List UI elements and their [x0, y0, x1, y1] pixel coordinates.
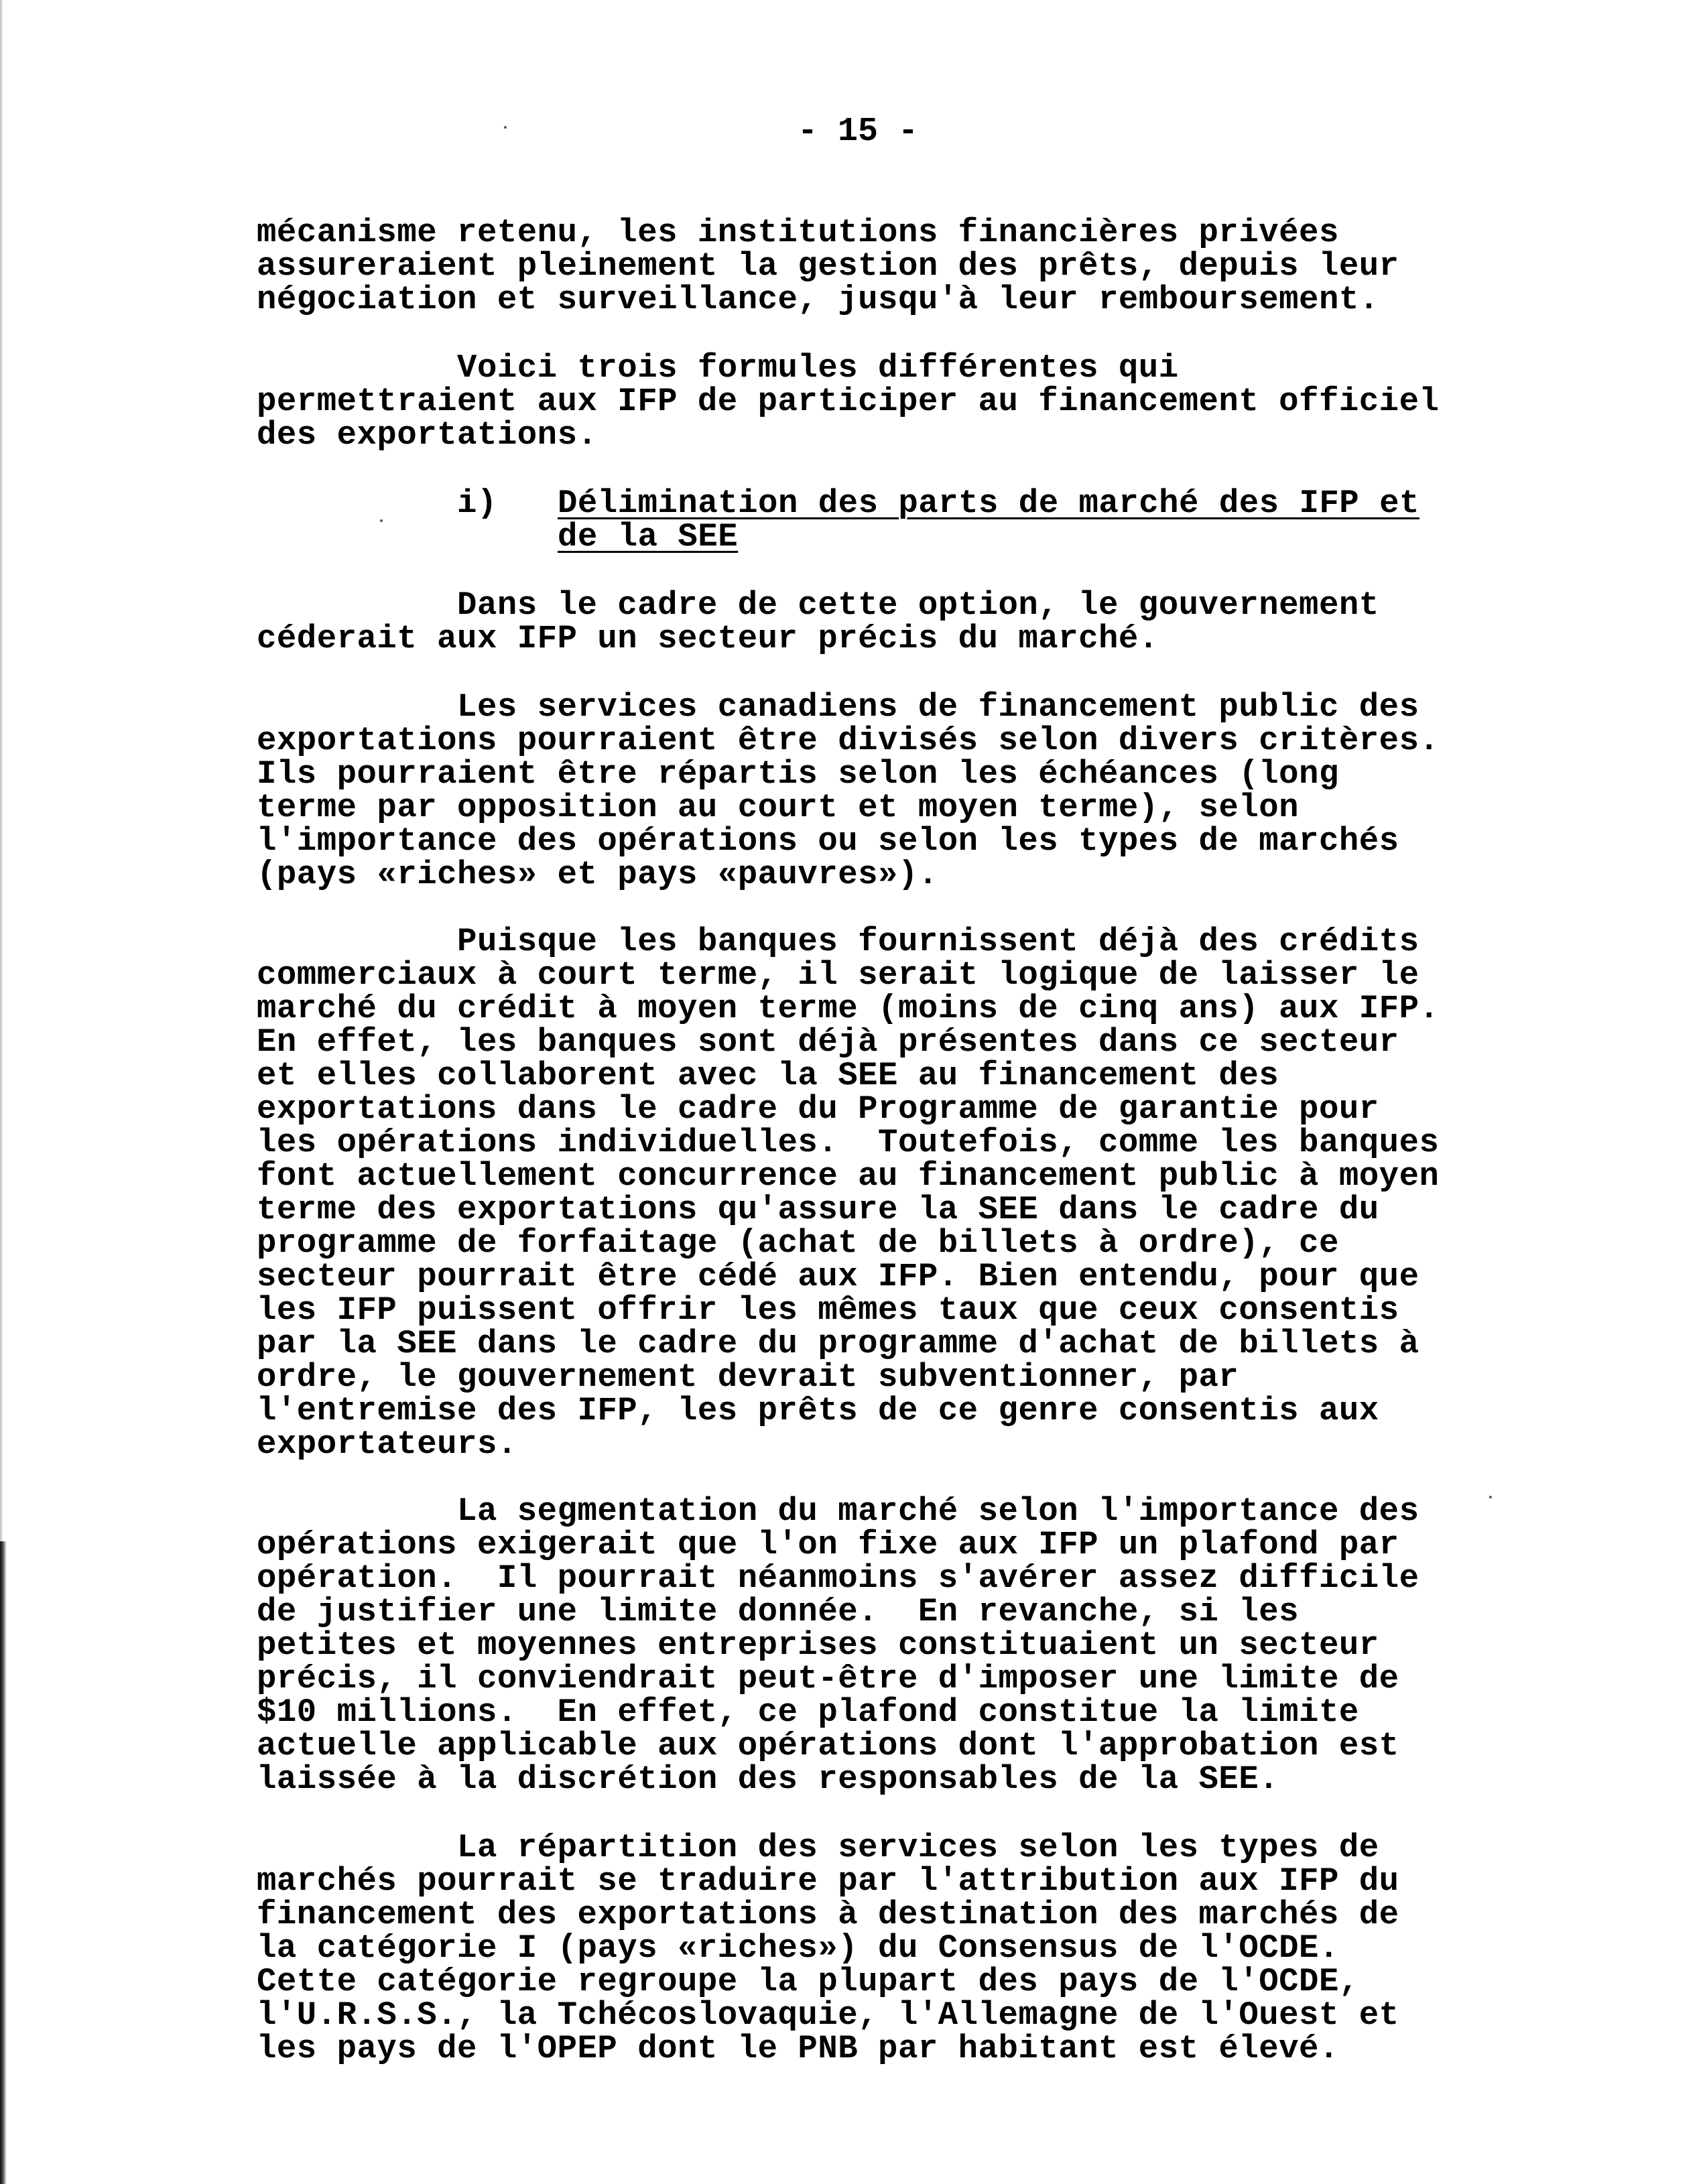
- section-heading-line-1: Délimination des parts de marché des IFP et: [558, 485, 1419, 522]
- paragraph-6-line-11: secteur pourrait être cédé aux IFP. Bien entendu, pour que: [257, 1258, 1419, 1295]
- paragraph-6-line-4: En effet, les banques sont déjà présentes dans ce secteur: [257, 1023, 1399, 1061]
- paragraph-1-line-1: mécanisme retenu, les institutions financières privées: [257, 214, 1339, 251]
- paragraph-7-line-3: opération. Il pourrait néanmoins s'avérer assez difficile: [257, 1559, 1419, 1597]
- paragraph-8-line-1: La répartition des services selon les types de: [257, 1829, 1379, 1866]
- paragraph-8-line-6: l'U.R.S.S., la Tchécoslovaquie, l'Allemagne de l'Ouest et: [257, 1996, 1399, 2034]
- scan-edge-shadow: [0, 0, 3, 1541]
- paragraph-7-line-6: précis, il conviendrait peut-être d'imposer une limite de: [257, 1660, 1399, 1697]
- paragraph-8-line-5: Cette catégorie regroupe la plupart des pays de l'OCDE,: [257, 1963, 1359, 2000]
- paragraph-1-line-3: négociation et surveillance, jusqu'à leur remboursement.: [257, 281, 1379, 318]
- paragraph-6-line-5: et elles collaborent avec la SEE au financement des: [257, 1057, 1279, 1094]
- paragraph-8-line-2: marchés pourrait se traduire par l'attribution aux IFP du: [257, 1862, 1399, 1900]
- scan-speck: [504, 126, 507, 129]
- paragraph-7-line-2: opérations exigerait que l'on fixe aux IFP un plafond par: [257, 1526, 1399, 1563]
- paragraph-5-line-4: terme par opposition au court et moyen terme), selon: [257, 789, 1300, 826]
- paragraph-7-line-5: petites et moyennes entreprises constituaient un secteur: [257, 1626, 1379, 1664]
- section-heading-line-2: de la SEE: [558, 518, 739, 556]
- paragraph-6-line-14: ordre, le gouvernement devrait subventionner, par: [257, 1358, 1239, 1396]
- paragraph-6-line-7: les opérations individuelles. Toutefois, comme les banques: [257, 1124, 1440, 1161]
- paragraph-1-line-2: assureraient pleinement la gestion des prêts, depuis leur: [257, 247, 1399, 285]
- paragraph-6-line-8: font actuellement concurrence au financement public à moyen: [257, 1157, 1440, 1195]
- paragraph-7-line-7: $10 millions. En effet, ce plafond constitue la limite: [257, 1693, 1359, 1731]
- paragraph-7-line-4: de justifier une limite donnée. En revanche, si les: [257, 1593, 1300, 1630]
- paragraph-6-line-6: exportations dans le cadre du Programme de garantie pour: [257, 1090, 1379, 1128]
- paragraph-2-line-2: permettraient aux IFP de participer au financement officiel: [257, 383, 1440, 420]
- paragraph-5-line-2: exportations pourraient être divisés selon divers critères.: [257, 722, 1440, 759]
- page-number: - 15 -: [798, 113, 919, 151]
- paragraph-2-line-3: des exportations.: [257, 416, 598, 454]
- paragraph-4-line-1: Dans le cadre de cette option, le gouvernement: [257, 586, 1379, 624]
- paragraph-5-line-1: Les services canadiens de financement public des: [257, 688, 1419, 726]
- paragraph-5-line-3: Ils pourraient être répartis selon les échéances (long: [257, 755, 1339, 793]
- paragraph-7-line-8: actuelle applicable aux opérations dont l'approbation est: [257, 1727, 1399, 1764]
- paragraph-5-line-5: l'importance des opérations ou selon les types de marchés: [257, 822, 1399, 860]
- paragraph-6-line-12: les IFP puissent offrir les mêmes taux que ceux consentis: [257, 1291, 1399, 1329]
- paragraph-8-line-4: la catégorie I (pays «riches») du Consensus de l'OCDE.: [257, 1929, 1339, 1967]
- scan-speck: [380, 519, 383, 522]
- paragraph-4-line-2: céderait aux IFP un secteur précis du marché.: [257, 620, 1159, 657]
- scan-binding-edge: [0, 1541, 7, 2184]
- paragraph-7-line-1: La segmentation du marché selon l'importance des: [257, 1492, 1419, 1530]
- section-marker: i): [457, 485, 497, 522]
- paragraph-5-line-6: (pays «riches» et pays «pauvres»).: [257, 856, 938, 893]
- paragraph-8-line-7: les pays de l'OPEP dont le PNB par habitant est élevé.: [257, 2030, 1339, 2067]
- paragraph-8-line-3: financement des exportations à destination des marchés de: [257, 1896, 1399, 1933]
- paragraph-6-line-16: exportateurs.: [257, 1425, 517, 1463]
- paragraph-6-line-3: marché du crédit à moyen terme (moins de cinq ans) aux IFP.: [257, 990, 1440, 1027]
- paragraph-2-line-1: Voici trois formules différentes qui: [257, 349, 1179, 387]
- paragraph-6-line-13: par la SEE dans le cadre du programme d'achat de billets à: [257, 1325, 1419, 1362]
- paragraph-6-line-9: terme des exportations qu'assure la SEE dans le cadre du: [257, 1191, 1379, 1228]
- scan-speck: [1489, 1496, 1492, 1498]
- paragraph-6-line-1: Puisque les banques fournissent déjà des crédits: [257, 923, 1419, 960]
- paragraph-6-line-15: l'entremise des IFP, les prêts de ce genre consentis aux: [257, 1392, 1379, 1429]
- paragraph-6-line-10: programme de forfaitage (achat de billets à ordre), ce: [257, 1224, 1339, 1262]
- paragraph-7-line-9: laissée à la discrétion des responsables de la SEE.: [257, 1760, 1279, 1798]
- paragraph-6-line-2: commerciaux à court terme, il serait logique de laisser le: [257, 956, 1419, 994]
